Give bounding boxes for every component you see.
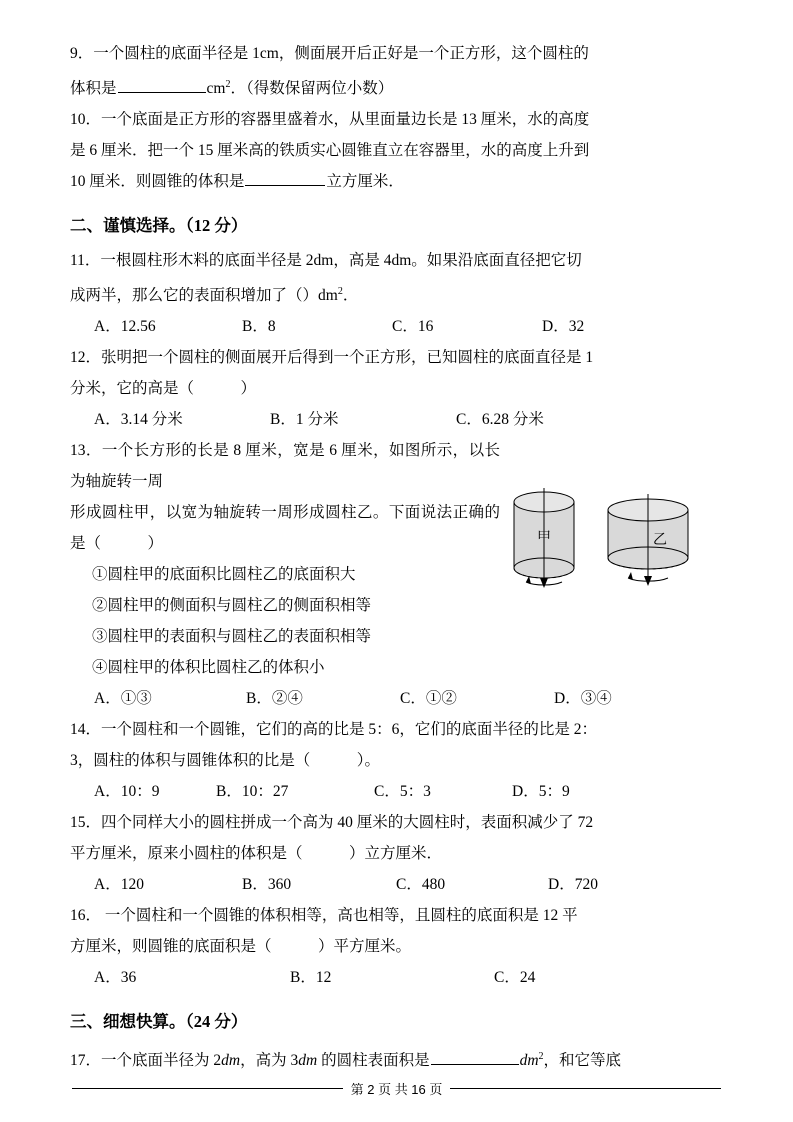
question-17-line-1 (70, 1041, 731, 1076)
question-14-line-1: 14．一个圆柱和一个圆锥，它们的高的比是 5：6，它们的底面半径的比是 2： (70, 721, 598, 739)
question-13-statement-4: ④圆柱甲的体积比圆柱乙的体积小 (92, 659, 325, 677)
option-b[interactable]: B．12 (290, 969, 332, 987)
question-12 (70, 342, 731, 404)
section-2-title: 二、谨慎选择。 (70, 216, 186, 236)
section-2-heading (70, 209, 731, 243)
question-11-text-cont: 成两半，那么它的表面积增加了（ (70, 287, 303, 305)
question-13-line-1: 13．一个长方形的长是 8 厘米，宽是 6 厘米，如图所示，以长为轴旋转一周 (70, 442, 500, 491)
question-15-line-1: 15．四个同样大小的圆柱拼成一个高为 40 厘米的大圆柱时，表面积减少了 72 (70, 814, 594, 832)
question-10-line-2: 是 6 厘米．把一个 15 厘米高的铁质实心圆锥直立在容器里，水的高度上升到 (70, 142, 590, 160)
question-13-statement-1: ①圆柱甲的底面积比圆柱乙的底面积大 (92, 566, 356, 584)
option-c[interactable]: C．16 (392, 318, 434, 336)
question-13-statement-2: ②圆柱甲的侧面积与圆柱乙的侧面积相等 (92, 597, 372, 615)
option-d[interactable]: D．③④ (554, 690, 612, 708)
question-14 (70, 714, 731, 776)
question-10-text-cont: 10 厘米．则圆锥的体积是 (70, 173, 245, 191)
question-14-line-2: 3，圆柱的体积与圆锥体积的比是（ ）。 (70, 752, 381, 770)
page-number: 第 2 页 共 16 页 (343, 1079, 451, 1098)
question-17 (70, 1041, 731, 1076)
question-11-line-1: 11．一根圆柱形木料的底面半径是 2dm，高是 4dm。如果沿底面直径把它切 (70, 252, 582, 270)
question-13-line-2: 形成圆柱甲，以宽为轴旋转一周形成圆柱乙。下面说法正确的是（ ） (70, 504, 500, 553)
question-17-text-d: ，和它等底 (543, 1052, 622, 1070)
question-10-line-3 (70, 166, 731, 197)
question-11-line-2 (70, 276, 731, 311)
question-10-line-1: 10．一个底面是正方形的容器里盛着水，从里面量边长是 13 厘米，水的高度 (70, 111, 590, 129)
question-11-unit-exponent: 2 (337, 286, 343, 298)
question-17-unit-exponent: 2 (538, 1051, 544, 1063)
option-a[interactable]: A．10：9 (94, 783, 160, 801)
question-17-text-b: ，高为 3 (240, 1052, 299, 1070)
section-3-title: 三、细想快算。 (70, 1012, 186, 1032)
question-11-period: ． (342, 287, 359, 305)
question-16 (70, 900, 731, 962)
option-b[interactable]: B．1 分米 (270, 411, 339, 429)
option-a[interactable]: A．120 (94, 876, 144, 894)
question-17-text-a: 17．一个底面半径为 2 (70, 1052, 222, 1070)
option-d[interactable]: D．720 (548, 876, 598, 894)
option-c[interactable]: C．6.28 分米 (456, 411, 544, 429)
question-9-note: ．（得数保留两位小数） (230, 80, 394, 98)
question-9-unit-exponent: 2 (225, 79, 231, 90)
option-b[interactable]: B．②④ (246, 690, 303, 708)
question-15 (70, 807, 731, 869)
section-3-points: （24 分） (185, 1012, 248, 1032)
question-14-options (70, 776, 731, 807)
question-9-unit: cm (206, 80, 226, 98)
question-13-options (70, 683, 731, 714)
question-10 (70, 104, 731, 197)
question-11-options (70, 311, 731, 342)
page-footer (0, 1079, 793, 1098)
option-a[interactable]: A．12.56 (94, 318, 156, 336)
question-9-line-2 (70, 69, 731, 104)
option-a[interactable]: A．①③ (94, 690, 152, 708)
question-12-line-1: 12．张明把一个圆柱的侧面展开后得到一个正方形，已知圆柱的底面直径是 1 (70, 349, 594, 367)
option-c[interactable]: C．480 (396, 876, 446, 894)
question-16-line-2: 方厘米，则圆锥的底面积是（ ）平方厘米。 (70, 938, 412, 956)
question-9-number: 9． (70, 45, 94, 62)
option-b[interactable]: B．10：27 (216, 783, 289, 801)
question-9-text: 一个圆柱的底面半径是 1cm，侧面展开后正好是一个正方形，这个圆柱的 (93, 45, 589, 62)
question-16-line-1: 16． 一个圆柱和一个圆锥的体积相等，高也相等，且圆柱的底面积是 12 平 (70, 907, 578, 925)
figure-label-jia: 甲 (537, 531, 551, 546)
question-9-line-1 (70, 38, 731, 69)
question-15-line-2: 平方厘米，原来小圆柱的体积是（ ）立方厘米． (70, 845, 443, 863)
option-a[interactable]: A．3.14 分米 (94, 411, 183, 429)
option-b[interactable]: B．8 (242, 318, 276, 336)
section-2-points: （12 分） (185, 216, 248, 236)
option-d[interactable]: D．5：9 (512, 783, 570, 801)
figure-label-yi: 乙 (653, 533, 667, 548)
question-11-unit: ）dm (302, 287, 338, 305)
section-3-heading (70, 1005, 731, 1039)
question-15-options (70, 869, 731, 900)
question-9-text-cont: 体积是 (70, 80, 117, 98)
answer-blank[interactable] (431, 1049, 519, 1065)
option-d[interactable]: D．32 (542, 318, 585, 336)
question-17-unit-c: dm (519, 1052, 539, 1070)
question-17-unit-a: dm (221, 1052, 241, 1070)
option-b[interactable]: B．360 (242, 876, 292, 894)
cylinders-diagram (492, 486, 722, 596)
question-17-text-c: 的圆柱表面积是 (317, 1052, 430, 1070)
option-a[interactable]: A．36 (94, 969, 137, 987)
question-17-unit-b: dm (298, 1052, 318, 1070)
question-11 (70, 245, 731, 311)
question-12-line-2: 分米，它的高是（ ） (70, 380, 257, 398)
question-13-figure (492, 486, 722, 596)
question-12-options (70, 404, 731, 435)
question-16-options (70, 962, 731, 993)
answer-blank[interactable] (245, 170, 325, 186)
option-c[interactable]: C．5：3 (374, 783, 431, 801)
question-13-statement-3: ③圆柱甲的表面积与圆柱乙的表面积相等 (92, 628, 372, 646)
option-c[interactable]: C．①② (400, 690, 457, 708)
question-9 (70, 38, 731, 104)
question-10-unit: 立方厘米． (326, 173, 404, 191)
option-c[interactable]: C．24 (494, 969, 536, 987)
answer-blank[interactable] (118, 77, 206, 93)
